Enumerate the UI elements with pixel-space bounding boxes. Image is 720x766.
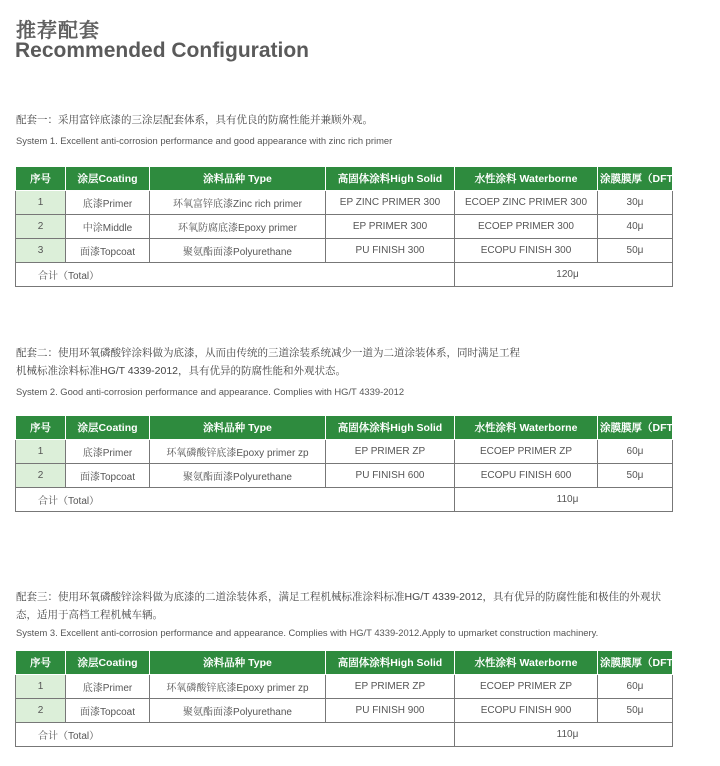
total-value: 110μ: [455, 488, 673, 512]
waterborne-cell: ECOEP PRIMER ZP: [455, 440, 598, 464]
column-header-type: 涂料品种 Type: [150, 167, 326, 191]
column-header-type: 涂料品种 Type: [150, 651, 326, 675]
table-row: [16, 675, 673, 699]
row-number: 2: [16, 215, 66, 239]
total-row: [16, 263, 673, 287]
column-header-coating: 涂层Coating: [66, 651, 150, 675]
system3-description-cn-line2: 态，适用于高档工程机械车辆。: [16, 609, 163, 621]
column-header-high-solid: 高固体涂料High Solid: [326, 167, 455, 191]
system2-description-cn: [16, 344, 686, 380]
dft-cell: 60μ: [598, 675, 673, 699]
total-row: [16, 723, 673, 747]
system3-description-cn: [16, 588, 686, 624]
row-number: 1: [16, 675, 66, 699]
system2-description-cn-line1: 配套二：使用环氧磷酸锌涂料做为底漆，从而由传统的三道涂装系统减少一道为二道涂装体系，同时满足工程: [16, 347, 520, 359]
page-title-cn: 推荐配套: [16, 20, 100, 42]
system1-description-cn: 配套一：采用富锌底漆的三涂层配套体系，具有优良的防腐性能并兼顾外观。: [16, 114, 373, 126]
table-row: [16, 215, 673, 239]
table-row: [16, 464, 673, 488]
row-number: 3: [16, 239, 66, 263]
table-row: [16, 440, 673, 464]
table-header-row: [16, 416, 673, 440]
waterborne-cell: ECOEP PRIMER 300: [455, 215, 598, 239]
dft-cell: 50μ: [598, 464, 673, 488]
total-label: 合计（Total）: [16, 723, 455, 747]
type-cell: 聚氨酯面漆Polyurethane: [150, 464, 326, 488]
total-value: 110μ: [455, 723, 673, 747]
column-header-waterborne: 水性涂料 Waterborne: [455, 651, 598, 675]
system2-table: [15, 415, 684, 512]
dft-cell: 50μ: [598, 699, 673, 723]
high-solid-cell: PU FINISH 900: [326, 699, 455, 723]
type-cell: 环氧磷酸锌底漆Epoxy primer zp: [150, 675, 326, 699]
system1-table: [15, 166, 684, 287]
column-header-dft: 涂膜膜厚（DFT）: [598, 416, 673, 440]
row-number: 2: [16, 699, 66, 723]
type-cell: 环氧磷酸锌底漆Epoxy primer zp: [150, 440, 326, 464]
column-header-type: 涂料品种 Type: [150, 416, 326, 440]
coating-cell: 面漆Topcoat: [66, 464, 150, 488]
waterborne-cell: ECOEP ZINC PRIMER 300: [455, 191, 598, 215]
column-header-dft: 涂膜膜厚（DFT）: [598, 167, 673, 191]
dft-cell: 30μ: [598, 191, 673, 215]
coating-cell: 底漆Primer: [66, 440, 150, 464]
column-header-coating: 涂层Coating: [66, 416, 150, 440]
coating-cell: 面漆Topcoat: [66, 699, 150, 723]
high-solid-cell: EP PRIMER 300: [326, 215, 455, 239]
total-row: [16, 488, 673, 512]
type-cell: 聚氨酯面漆Polyurethane: [150, 239, 326, 263]
column-header-no: 序号: [16, 167, 66, 191]
system3-description-cn-line1: 配套三：使用环氧磷酸锌涂料做为底漆的二道涂装体系，满足工程机械标准涂料标准HG/T 4339-2012，具有优异的防腐性能和极佳的外观状: [16, 591, 662, 603]
high-solid-cell: EP ZINC PRIMER 300: [326, 191, 455, 215]
total-label: 合计（Total）: [16, 488, 455, 512]
system3-description-en: System 3. Excellent anti-corrosion performance and appearance. Complies with HG/T 4339-2012.Apply to upmarket construction machinery.: [16, 627, 599, 638]
coating-cell: 面漆Topcoat: [66, 239, 150, 263]
high-solid-cell: EP PRIMER ZP: [326, 440, 455, 464]
column-header-no: 序号: [16, 416, 66, 440]
coating-cell: 底漆Primer: [66, 675, 150, 699]
high-solid-cell: PU FINISH 600: [326, 464, 455, 488]
table-row: [16, 191, 673, 215]
row-number: 1: [16, 191, 66, 215]
table-header-row: [16, 167, 673, 191]
coating-cell: 中涂Middle: [66, 215, 150, 239]
system2-description-en: System 2. Good anti-corrosion performance and appearance. Complies with HG/T 4339-2012: [16, 386, 405, 397]
type-cell: 聚氨酯面漆Polyurethane: [150, 699, 326, 723]
column-header-waterborne: 水性涂料 Waterborne: [455, 167, 598, 191]
row-number: 2: [16, 464, 66, 488]
column-header-high-solid: 高固体涂料High Solid: [326, 416, 455, 440]
type-cell: 环氧防腐底漆Epoxy primer: [150, 215, 326, 239]
waterborne-cell: ECOEP PRIMER ZP: [455, 675, 598, 699]
column-header-coating: 涂层Coating: [66, 167, 150, 191]
column-header-high-solid: 高固体涂料High Solid: [326, 651, 455, 675]
high-solid-cell: EP PRIMER ZP: [326, 675, 455, 699]
total-label: 合计（Total）: [16, 263, 455, 287]
high-solid-cell: PU FINISH 300: [326, 239, 455, 263]
system1-description-en: System 1. Excellent anti-corrosion performance and good appearance with zinc rich primer: [16, 135, 393, 146]
table-header-row: [16, 651, 673, 675]
row-number: 1: [16, 440, 66, 464]
dft-cell: 50μ: [598, 239, 673, 263]
column-header-dft: 涂膜膜厚（DFT）: [598, 651, 673, 675]
page-title-en: Recommended Configuration: [15, 39, 310, 62]
coating-cell: 底漆Primer: [66, 191, 150, 215]
total-value: 120μ: [455, 263, 673, 287]
column-header-no: 序号: [16, 651, 66, 675]
dft-cell: 40μ: [598, 215, 673, 239]
waterborne-cell: ECOPU FINISH 900: [455, 699, 598, 723]
waterborne-cell: ECOPU FINISH 300: [455, 239, 598, 263]
table-row: [16, 699, 673, 723]
system2-description-cn-line2: 机械标准涂料标准HG/T 4339-2012，具有优异的防腐性能和外观状态。: [16, 365, 347, 377]
system3-table: [15, 650, 684, 747]
dft-cell: 60μ: [598, 440, 673, 464]
type-cell: 环氧富锌底漆Zinc rich primer: [150, 191, 326, 215]
waterborne-cell: ECOPU FINISH 600: [455, 464, 598, 488]
column-header-waterborne: 水性涂料 Waterborne: [455, 416, 598, 440]
table-row: [16, 239, 673, 263]
